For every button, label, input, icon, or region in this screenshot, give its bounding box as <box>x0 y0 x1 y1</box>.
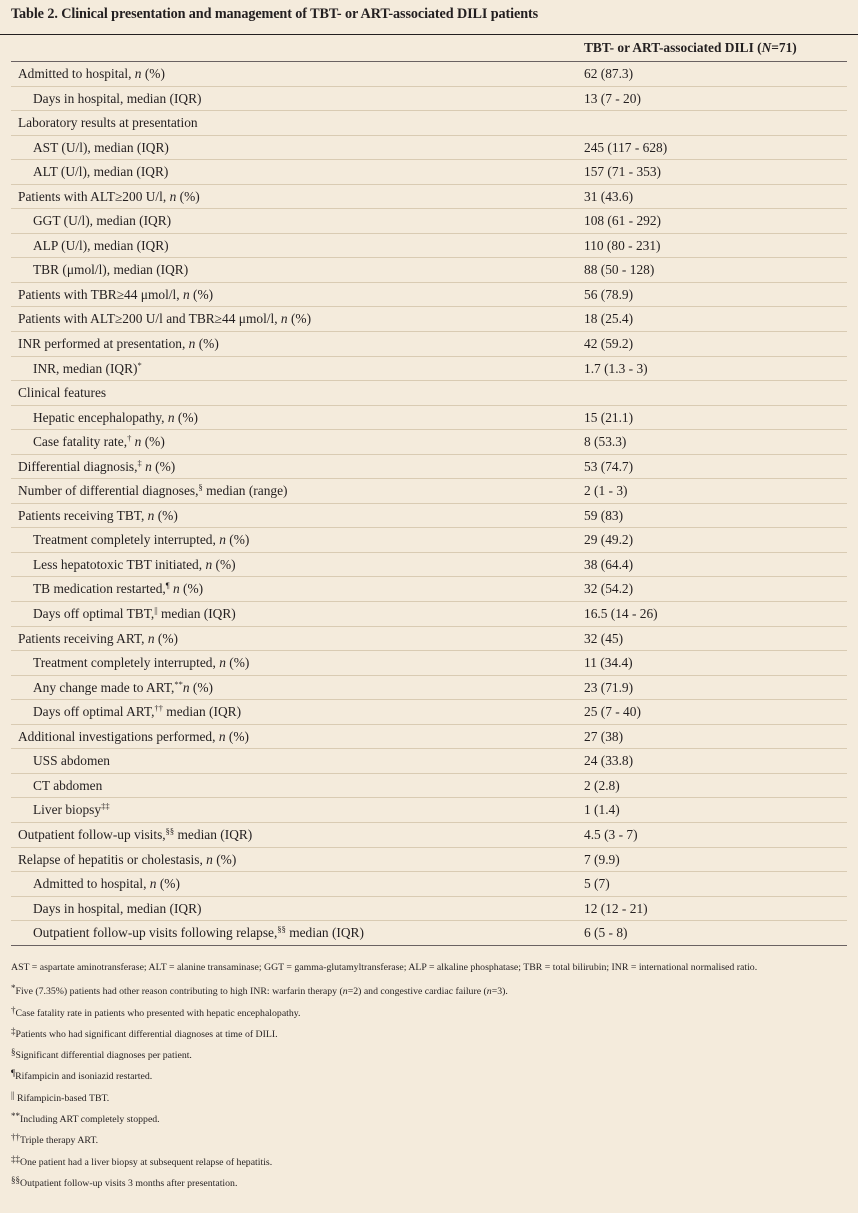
row-label <box>33 778 102 794</box>
footnote-text: Patients who had significant differential diagnoses at time of DILI. <box>15 1028 278 1040</box>
table-row <box>11 676 847 701</box>
footnote-text: Significant differential diagnoses per patient. <box>15 1050 192 1062</box>
table-row <box>11 258 847 283</box>
row-label-suffix: (%) <box>176 188 200 204</box>
table-title: Table 2. Clinical presentation and management of TBT- or ART-associated DILI patients <box>11 6 539 22</box>
row-label-text: Days in hospital, median (IQR) <box>33 900 202 916</box>
table-row <box>11 700 847 725</box>
footnote <box>11 1111 847 1132</box>
table-row <box>11 430 847 455</box>
italic-n: n <box>182 286 190 302</box>
footnote <box>11 1154 847 1175</box>
row-label <box>33 925 364 941</box>
row-label-suffix: (%) <box>156 876 180 892</box>
row-label-text: Treatment completely interrupted, <box>33 655 220 671</box>
row-label-suffix: median (IQR) <box>162 704 242 720</box>
table-row <box>11 921 847 946</box>
row-label <box>18 311 311 327</box>
footnote-symbol: || <box>11 1089 15 1100</box>
italic-n: n <box>182 679 190 695</box>
row-label-text: Outpatient follow-up visits following relapse, <box>33 925 278 941</box>
table-row <box>11 160 847 185</box>
footnotes <box>11 962 847 1196</box>
row-label <box>33 876 180 892</box>
row-value: 2 (1 - 3) <box>584 483 628 499</box>
row-label-suffix: (%) <box>195 336 219 352</box>
footnote-text: Five (7.35%) patients had other reason contributing to high INR: warfarin therapy ( <box>15 986 343 998</box>
row-label <box>18 385 106 401</box>
column-header-suffix: =71) <box>771 40 797 55</box>
italic-n: n <box>219 655 226 671</box>
row-label-text: Patients with TBR≥44 μmol/l, <box>18 286 183 302</box>
row-label-suffix: (%) <box>141 66 165 81</box>
row-value: 23 (71.9) <box>584 679 634 695</box>
table-row <box>11 725 847 750</box>
footnote-marker: * <box>137 359 142 370</box>
row-value: 8 (53.3) <box>584 434 627 450</box>
row-label-text: Differential diagnosis, <box>18 458 138 474</box>
row-label-suffix: (%) <box>189 286 214 302</box>
row-label-suffix: (%) <box>179 581 204 597</box>
table-row <box>11 381 847 406</box>
row-label <box>18 631 178 647</box>
italic-n: n <box>147 507 155 523</box>
italic-n: n <box>169 581 180 597</box>
row-label <box>18 729 249 745</box>
footnote-symbol: † <box>11 1004 16 1015</box>
column-header-n: N <box>761 40 772 55</box>
row-label <box>18 66 165 82</box>
row-label-suffix: (%) <box>225 532 250 548</box>
row-value: 24 (33.8) <box>584 753 634 769</box>
footnote-marker: ‡ <box>137 457 142 468</box>
row-value: 5 (7) <box>584 876 610 892</box>
row-value: 108 (61 - 292) <box>584 213 661 229</box>
footnote-text-cont: =2) and congestive cardiac failure ( <box>347 986 487 998</box>
row-label-suffix: median (IQR) <box>174 826 253 842</box>
row-label-suffix: (%) <box>154 630 178 646</box>
italic-n: n <box>141 458 152 474</box>
italic-n: n <box>219 532 226 548</box>
row-label <box>18 827 252 843</box>
row-label-suffix: median (IQR) <box>157 606 236 622</box>
row-label <box>33 238 169 254</box>
table-row <box>11 332 847 357</box>
top-rule <box>0 34 858 35</box>
row-label-text: INR performed at presentation, <box>18 336 189 352</box>
row-value: 53 (74.7) <box>584 458 634 474</box>
footnote-symbol: ‡ <box>11 1025 16 1036</box>
table-row <box>11 627 847 652</box>
row-label-suffix: (%) <box>225 655 250 671</box>
row-label-text: USS abdomen <box>33 753 110 769</box>
footnote <box>11 1026 847 1047</box>
row-label-text: Hepatic encephalopathy, <box>33 409 168 425</box>
row-label-suffix: (%) <box>212 851 237 867</box>
table-row <box>11 234 847 259</box>
row-value: 12 (12 - 21) <box>584 900 648 916</box>
row-value: 62 (87.3) <box>584 66 634 81</box>
table-row <box>11 553 847 578</box>
row-value: 88 (50 - 128) <box>584 262 655 278</box>
column-header <box>584 40 797 56</box>
table-row <box>11 602 847 627</box>
row-value: 15 (21.1) <box>584 409 634 425</box>
footnote-text-end: =3). <box>491 986 508 998</box>
table-row <box>11 897 847 922</box>
footnote-text: One patient had a liver biopsy at subsequent relapse of hepatitis. <box>20 1156 273 1168</box>
table-row <box>11 798 847 823</box>
table-row <box>11 455 847 480</box>
row-label <box>33 655 249 671</box>
italic-n: n <box>218 728 226 744</box>
row-label <box>33 557 236 573</box>
row-label <box>18 287 213 303</box>
footnote <box>11 983 847 1004</box>
row-label <box>33 581 203 597</box>
footnote-text: Case fatality rate in patients who presented with hepatic encephalopathy. <box>15 1007 301 1019</box>
row-label-text: Number of differential diagnoses, <box>18 483 199 499</box>
row-label-text: Admitted to hospital, <box>33 876 150 892</box>
row-value: 38 (64.4) <box>584 556 634 572</box>
row-value: 56 (78.9) <box>584 286 634 302</box>
row-value: 1.7 (1.3 - 3) <box>584 360 648 376</box>
row-label-suffix: (%) <box>154 507 178 523</box>
row-label-suffix: (%) <box>189 679 213 695</box>
footnote-marker: || <box>154 605 158 616</box>
row-label-text: TBR (μmol/l), median (IQR) <box>33 262 189 278</box>
table-row <box>11 62 847 87</box>
row-label-text: Days off optimal TBT, <box>33 606 155 622</box>
row-label-text: Laboratory results at presentation <box>18 115 198 131</box>
row-label <box>18 336 219 352</box>
italic-n: n <box>131 434 142 450</box>
row-label <box>33 213 171 229</box>
italic-n: n <box>188 336 196 352</box>
row-label <box>33 680 213 696</box>
table-row <box>11 185 847 210</box>
row-label-text: Less hepatotoxic TBT initiated, <box>33 556 206 572</box>
row-label-text: Patients with ALT≥200 U/l and TBR≥44 μmol/l, <box>18 311 281 327</box>
italic-n: n <box>149 876 157 892</box>
table-row <box>11 504 847 529</box>
row-label-text: Treatment completely interrupted, <box>33 532 220 548</box>
italic-n: n <box>280 311 288 327</box>
row-label-text: Additional investigations performed, <box>18 728 219 744</box>
row-label-text: Patients with ALT≥200 U/l, <box>18 188 170 204</box>
footnote-symbol: ** <box>11 1111 20 1122</box>
row-label <box>33 262 188 278</box>
row-label <box>18 508 178 524</box>
row-label <box>33 606 236 622</box>
table-row <box>11 307 847 332</box>
row-value: 32 (54.2) <box>584 581 634 597</box>
italic-n: n <box>167 409 175 425</box>
row-value: 32 (45) <box>584 630 624 646</box>
row-label-text: AST (U/l), median (IQR) <box>33 139 169 155</box>
table-row <box>11 136 847 161</box>
footnote-text: Including ART completely stopped. <box>20 1114 160 1126</box>
row-value: 31 (43.6) <box>584 188 634 204</box>
row-value: 6 (5 - 8) <box>584 925 628 941</box>
row-label-suffix: (%) <box>225 728 249 744</box>
footnote-text: Triple therapy ART. <box>20 1135 99 1147</box>
table-row <box>11 283 847 308</box>
row-value: 29 (49.2) <box>584 532 634 548</box>
footnote-text: Rifampicin-based TBT. <box>14 1092 110 1104</box>
row-label <box>33 164 168 180</box>
footnote <box>11 1090 847 1111</box>
footnote-symbol: * <box>11 983 16 994</box>
row-label-suffix: (%) <box>212 556 236 572</box>
row-label-suffix: median (IQR) <box>285 925 364 941</box>
row-label-text: Relapse of hepatitis or cholestasis, <box>18 851 207 867</box>
footnote-marker: ** <box>174 678 183 689</box>
italic-n: n <box>206 851 213 867</box>
table-row <box>11 111 847 136</box>
table-row <box>11 357 847 382</box>
italic-n: n <box>147 630 155 646</box>
footnote-text: Outpatient follow-up visits 3 months after presentation. <box>20 1177 238 1189</box>
row-label <box>33 91 201 107</box>
row-label <box>33 901 201 917</box>
row-label-text: ALP (U/l), median (IQR) <box>33 237 169 253</box>
footnote <box>11 1068 847 1089</box>
footnote-marker: †† <box>154 703 163 714</box>
table-row <box>11 651 847 676</box>
table-row <box>11 479 847 504</box>
row-label <box>33 532 249 548</box>
row-value: 110 (80 - 231) <box>584 237 661 253</box>
footnote-marker: ¶ <box>165 580 170 591</box>
row-label <box>18 459 175 475</box>
table-row <box>11 823 847 848</box>
row-label-text: Admitted to hospital, <box>18 66 135 81</box>
italic-n: n <box>169 188 177 204</box>
footnote-marker: § <box>198 482 203 493</box>
footnote-symbol: †† <box>11 1132 20 1143</box>
footnote-symbol: §§ <box>11 1174 20 1185</box>
row-value: 27 (38) <box>584 728 624 744</box>
row-value: 42 (59.2) <box>584 336 634 352</box>
row-label-text: GGT (U/l), median (IQR) <box>33 213 172 229</box>
row-label-suffix: (%) <box>287 311 312 327</box>
footnote <box>11 1005 847 1026</box>
table-row <box>11 209 847 234</box>
row-label-text: Patients receiving TBT, <box>18 507 148 523</box>
row-value: 157 (71 - 353) <box>584 164 661 180</box>
table-row <box>11 872 847 897</box>
footnote-marker: † <box>127 433 132 444</box>
row-label-text: Any change made to ART, <box>33 679 175 695</box>
row-label <box>18 115 198 131</box>
row-label-suffix: median (range) <box>202 483 288 499</box>
row-label-text: Liver biopsy <box>33 802 102 818</box>
row-label <box>33 704 241 720</box>
row-label-text: ALT (U/l), median (IQR) <box>33 164 169 180</box>
row-label-text: TB medication restarted, <box>33 581 166 597</box>
footnote <box>11 1175 847 1196</box>
footnote <box>11 1047 847 1068</box>
footnote-text: AST = aspartate aminotransferase; ALT = alanine transaminase; GGT = gamma-glutamyltransferase; ALP = alkaline phosphatase; TBR = total bilirubin; INR = international normalised ratio. <box>11 962 758 973</box>
table-row <box>11 774 847 799</box>
row-label <box>33 753 110 769</box>
row-label-text: CT abdomen <box>33 777 103 793</box>
row-value: 1 (1.4) <box>584 802 620 818</box>
row-value: 59 (83) <box>584 507 624 523</box>
footnote-text: Rifampicin and isoniazid restarted. <box>15 1071 153 1083</box>
row-value: 4.5 (3 - 7) <box>584 826 638 842</box>
footnote-marker: §§ <box>277 924 286 935</box>
footnote-marker: ‡‡ <box>101 801 110 812</box>
table-body <box>11 62 847 946</box>
row-value: 13 (7 - 20) <box>584 90 641 106</box>
row-label-suffix: (%) <box>141 434 165 450</box>
row-label <box>33 361 142 377</box>
row-label-text: Days off optimal ART, <box>33 704 155 720</box>
row-value: 11 (34.4) <box>584 655 633 671</box>
footnote-marker: §§ <box>165 825 175 836</box>
row-label-text: INR, median (IQR) <box>33 360 138 376</box>
row-label-suffix: (%) <box>174 409 198 425</box>
footnote-symbol: ‡‡ <box>11 1153 20 1164</box>
row-label-text: Patients receiving ART, <box>18 630 148 646</box>
table-row <box>11 848 847 873</box>
row-label <box>33 140 169 156</box>
footnote <box>11 1132 847 1153</box>
row-label-text: Days in hospital, median (IQR) <box>33 90 202 106</box>
row-value: 25 (7 - 40) <box>584 704 641 720</box>
italic-n: n <box>205 556 213 572</box>
row-value: 7 (9.9) <box>584 851 620 867</box>
row-label <box>18 483 288 499</box>
table-row <box>11 87 847 112</box>
row-value: 245 (117 - 628) <box>584 139 668 155</box>
table-row <box>11 749 847 774</box>
row-label <box>33 802 110 818</box>
row-label <box>18 852 236 868</box>
row-label-text: Outpatient follow-up visits, <box>18 826 166 842</box>
row-label <box>33 410 198 426</box>
row-label-text: Clinical features <box>18 385 107 401</box>
row-value: 16.5 (14 - 26) <box>584 606 658 622</box>
row-label <box>33 434 165 450</box>
italic-n: n <box>486 986 492 998</box>
row-label <box>18 189 200 205</box>
row-value: 2 (2.8) <box>584 777 620 793</box>
row-label-text: Case fatality rate, <box>33 434 128 450</box>
table-row <box>11 528 847 553</box>
footnote-symbol: ¶ <box>11 1068 16 1079</box>
row-label-suffix: (%) <box>151 458 176 474</box>
footnote-symbol: § <box>11 1047 16 1058</box>
row-value: 18 (25.4) <box>584 311 634 327</box>
table-row <box>11 577 847 602</box>
table-row <box>11 406 847 431</box>
italic-n: n <box>342 986 348 998</box>
column-header-prefix: TBT- or ART-associated DILI ( <box>584 40 762 55</box>
footnote <box>11 962 847 983</box>
italic-n: n <box>134 66 142 81</box>
